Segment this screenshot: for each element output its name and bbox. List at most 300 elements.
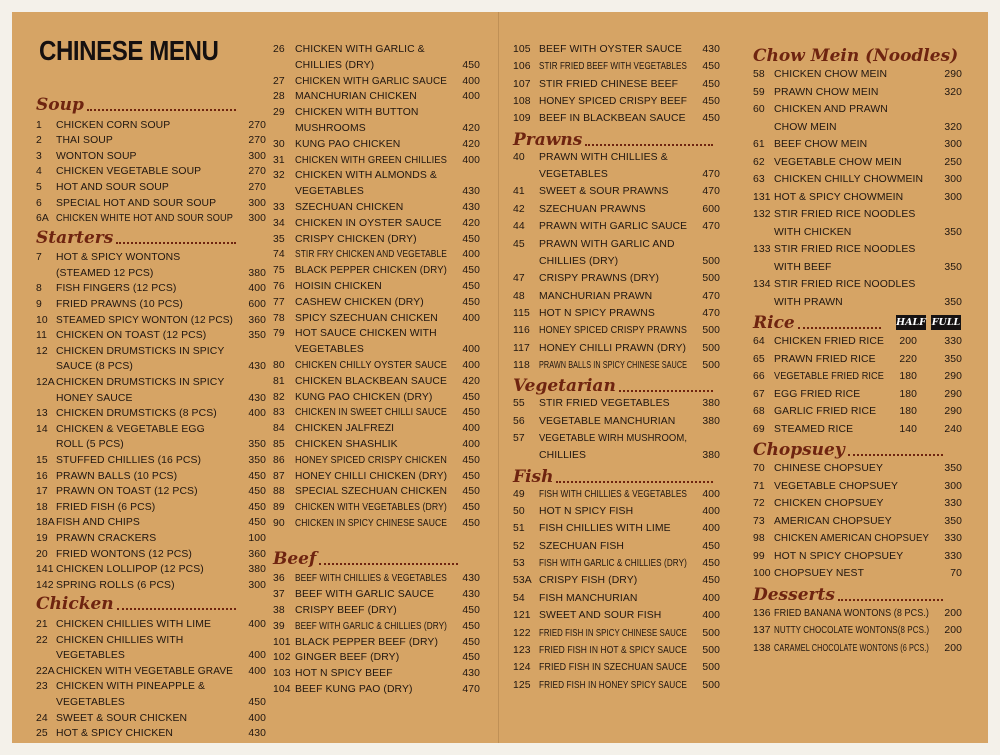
item-number: 121 [513,610,531,622]
menu-item-row [273,436,483,453]
item-number: 28 [273,91,285,103]
menu-item-row [36,117,266,134]
item-description: PRAWN WITH GARLIC AND [539,238,675,250]
item-description: SPICY SZECHUAN CHICKEN [295,312,438,324]
section-heading-text: Soup [36,95,84,115]
menu-item-row [273,152,483,169]
item-price: 450 [702,575,720,587]
menu-item-row [273,120,483,137]
item-price: 270 [248,135,266,147]
item-number: 76 [273,281,285,292]
menu-item-row [273,586,483,603]
item-description: CHICKEN WITH GARLIC & [295,44,425,55]
item-price: 600 [248,299,266,310]
item-description: WITH CHICKEN [774,226,852,238]
item-price: 420 [462,123,480,134]
item-price: 400 [702,488,720,500]
menu-item-row [273,665,483,682]
item-price: 450 [462,486,480,498]
item-description: VEGETABLE CHOW MEIN [774,156,902,168]
section-heading-rice [753,311,963,335]
item-price: 350 [944,226,962,238]
menu-item-row [36,265,266,282]
item-price: 420 [462,138,480,150]
menu-item-row [36,725,266,742]
item-price: 380 [248,564,266,576]
item-number: 42 [513,203,525,215]
item-description: SZECHUAN PRAWNS [539,203,646,215]
menu-item-row [273,570,483,587]
item-description: KUNG PAO CHICKEN (DRY) [295,391,433,403]
item-price: 500 [702,273,720,285]
menu-item-row [273,88,483,105]
item-price: 500 [702,359,720,371]
menu-item-row [513,520,721,537]
item-price: 450 [462,454,480,466]
item-description: CHICKEN WITH VEGETABLES (DRY) [295,502,447,514]
item-number: 90 [273,518,285,529]
menu-item-row [36,546,266,563]
item-number: 9 [36,299,42,310]
item-price-full: 290 [944,388,962,400]
item-number: 24 [36,712,48,724]
menu-item-row [273,499,483,516]
section-heading-text: Chow Mein (Noodles) [753,46,959,66]
item-price-half: 200 [899,336,917,347]
item-number: 107 [513,78,531,90]
menu-item-row [273,215,483,232]
menu-item-row [513,555,721,572]
item-number: 12 [36,345,48,357]
item-number: 4 [36,166,42,178]
menu-item-row [36,312,266,329]
item-price: 350 [248,455,266,466]
item-price: 350 [248,330,266,342]
item-description: HOT N SPICY BEEF [295,668,393,680]
item-number: 53 [513,558,525,570]
item-number: 50 [513,506,525,518]
item-price: 430 [702,44,720,55]
menu-item-row [753,386,963,403]
menu-item-row [36,210,266,227]
item-number: 48 [513,290,525,302]
item-price: 400 [462,91,480,103]
section-heading-dotted-rule [848,454,943,456]
item-price: 400 [462,423,480,435]
item-price: 430 [248,392,266,404]
item-description: HOT & SPICY CHOWMEIN [774,191,904,203]
menu-item-row [273,681,483,698]
item-number: 55 [513,398,525,410]
item-price: 400 [462,154,480,166]
item-price: 450 [462,281,480,292]
item-description: BEEF IN BLACKBEAN SAUCE [539,113,686,125]
item-price: 450 [702,558,720,570]
item-price: 420 [462,375,480,387]
menu-item-row [513,607,721,624]
item-price: 400 [462,312,480,324]
item-description: CHICKEN IN OYSTER SAUCE [295,217,442,229]
item-number: 3 [36,150,42,162]
item-number: 7 [36,252,42,264]
item-description: PRAWN BALLS (10 PCS) [56,470,178,482]
item-number: 133 [753,244,771,255]
item-description: FISH CHILLIES WITH LIME [539,523,671,535]
item-description: VEGETABLE MANCHURIAN [539,415,676,427]
menu-item-row [513,659,721,676]
menu-item-row [273,389,483,406]
item-number: 78 [273,312,285,324]
menu-item-row [36,195,266,212]
item-price: 450 [462,265,480,277]
item-number: 136 [753,607,771,619]
menu-item-row [36,616,266,633]
item-description: CHICKEN FRIED RICE [774,336,885,347]
menu-item-row [513,572,721,589]
menu-item-row [36,343,266,360]
item-description: BLACK PEPPER BEEF (DRY) [295,636,438,648]
item-description: VEGETABLES [56,696,125,708]
section-heading-beef [273,547,483,571]
item-number: 82 [273,391,285,403]
menu-item-row [273,41,483,58]
section-heading-dotted-rule [556,481,713,483]
item-description: PRAWN WITH CHILLIES & [539,151,668,163]
item-number: 72 [753,498,765,509]
item-number: 83 [273,407,285,419]
item-description: BEEF CHOW MEIN [774,139,868,150]
item-description: STIR FRIED RICE NOODLES [774,279,916,290]
item-description: PRAWN CHOW MEIN [774,86,879,98]
item-number: 142 [36,579,54,591]
section-heading-text: Chicken [36,594,114,615]
item-price: 500 [702,679,720,691]
menu-item-row [36,163,266,180]
item-price: 300 [248,150,266,162]
item-price: 500 [702,342,720,354]
menu-item-row [513,395,721,412]
menu-item-row [753,101,963,118]
item-price-full: 290 [944,371,962,382]
item-number: 131 [753,191,771,203]
item-price: 400 [462,75,480,87]
item-price-full: 350 [944,353,962,365]
item-description: CHICKEN CHOPSUEY [774,498,884,509]
item-description: HONEY SPICED CRISPY CHICKEN [295,454,447,466]
item-number: 57 [513,433,525,444]
item-number: 20 [36,548,48,560]
center-fold [498,12,499,743]
item-description: CHICKEN CHILLY OYSTER SAUCE [295,360,447,371]
item-price: 300 [944,191,962,203]
item-price: 350 [944,515,962,527]
menu-item-row [753,495,963,512]
item-description: CHICKEN WITH GARLIC SAUCE [295,75,447,87]
item-description: HONEY CHILLI CHICKEN (DRY) [295,470,448,482]
menu-item-row [513,41,721,58]
item-description: HOT AND SOUR SOUP [56,181,169,193]
item-number: 54 [513,592,525,604]
item-price: 450 [462,233,480,245]
item-description: STUFFED CHILLIES (16 PCS) [56,455,202,466]
item-price: 400 [462,249,480,261]
item-description: CHICKEN DRUMSTICKS (8 PCS) [56,408,217,420]
menu-item-row [513,677,721,694]
item-price: 320 [944,86,962,98]
menu-item-row [273,136,483,153]
section-heading-dotted-rule [798,327,881,329]
item-price: 500 [702,255,720,267]
item-description: WITH BEEF [774,261,832,273]
item-price: 400 [248,283,266,295]
item-description: BEEF WITH CHILLIES & VEGETABLES [295,573,447,585]
section-heading-dotted-rule [116,242,236,244]
menu-item-row [36,405,266,422]
item-price: 360 [248,314,266,326]
item-number: 40 [513,151,525,163]
item-number: 17 [36,486,48,498]
menu-item-row [273,310,483,327]
menu-item-row [273,325,483,342]
menu-item-row [273,602,483,619]
item-description: HONEY SPICED CRISPY BEEF [539,96,688,108]
item-price: 300 [248,213,266,225]
item-price: 420 [462,217,480,229]
item-number: 85 [273,439,285,450]
item-description: SWEET & SOUR CHICKEN [56,712,188,724]
item-price: 300 [944,139,962,150]
section-heading-text: Desserts [753,584,835,605]
item-description: WITH PRAWN [774,296,843,308]
menu-item-row [513,93,721,110]
menu-item-row [36,390,266,407]
item-description: CHICKEN DRUMSTICKS IN SPICY [56,377,225,388]
item-description: STEAMED SPICY WONTON (12 PCS) [56,314,233,326]
item-number: 81 [273,375,285,387]
item-description: CHICKEN ON TOAST (12 PCS) [56,330,207,342]
item-number: 53A [513,575,532,587]
item-description: CRISPY BEEF (DRY) [295,604,397,616]
item-description: CHICKEN CHOW MEIN [774,69,888,80]
item-description: CHICKEN CHILLY CHOWMEIN [774,174,924,185]
menu-item-row [513,486,721,503]
menu-item-row [273,73,483,90]
menu-item-row [753,351,963,368]
item-description: CHICKEN VEGETABLE SOUP [56,166,202,178]
item-price: 350 [944,261,962,273]
menu-item-row [513,58,721,75]
item-description: FRIED FISH IN SZECHUAN SAUCE [539,662,688,674]
menu-item-row [753,189,963,206]
item-price: 270 [248,119,266,131]
item-description: PRAWN CRACKERS [56,533,157,544]
menu-item-row [753,241,963,258]
item-description: HONEY SAUCE [56,392,133,404]
item-price: 380 [702,415,720,427]
item-description: STIR FRIED RICE NOODLES [774,209,916,220]
item-number: 137 [753,625,771,636]
item-description: VEGETABLE FRIED RICE [774,371,884,382]
menu-item-row [753,513,963,530]
item-price: 200 [944,642,962,654]
item-number: 109 [513,113,531,125]
menu-item-row [753,640,963,657]
section-heading-text: Starters [36,227,114,248]
item-price: 430 [462,668,480,680]
menu-item-row [273,634,483,651]
item-price: 470 [702,221,720,233]
item-description: HONEY SPICED CRISPY PRAWNS [539,325,687,337]
item-number: 66 [753,371,765,382]
item-number: 58 [753,69,765,80]
item-price: 400 [702,610,720,622]
item-description: CHICKEN BLACKBEAN SAUCE [295,375,447,387]
item-number: 132 [753,209,771,220]
item-price-half: 180 [899,406,917,417]
item-description: PRAWN BALLS IN SPICY CHINESE SAUCE [539,359,688,371]
item-description: BEEF WITH GARLIC & CHILLIES (DRY) [295,620,447,632]
menu-item-row [36,132,266,149]
item-number: 31 [273,154,285,166]
item-price: 400 [248,650,266,662]
item-description: HOT N SPICY PRAWNS [539,307,655,319]
item-number: 34 [273,217,285,229]
item-number: 23 [36,681,48,693]
item-number: 68 [753,406,765,417]
item-description: CRISPY FISH (DRY) [539,575,638,587]
item-number: 79 [273,328,285,340]
item-price: 400 [462,439,480,450]
item-description: CHILLIES (DRY) [539,255,619,267]
item-number: 41 [513,186,525,198]
menu-item-row [513,110,721,127]
item-description: ROLL (5 PCS) [56,439,124,451]
item-price: 450 [702,78,720,90]
menu-item-row [753,548,963,565]
item-number: 49 [513,488,525,500]
item-number: 116 [513,325,530,337]
menu-item-row [513,201,721,218]
item-price: 450 [248,501,266,513]
section-heading-text: Beef [273,548,317,569]
menu-item-row [273,483,483,500]
item-price: 350 [944,296,962,308]
menu-item-row [36,632,266,649]
item-description: CHICKEN CHILLIES WITH [56,634,184,646]
item-price: 450 [248,696,266,708]
menu-item-row [273,468,483,485]
item-description: FRIED FISH IN SPICY CHINESE SAUCE [539,627,687,639]
item-description: CHICKEN DRUMSTICKS IN SPICY [56,345,225,357]
item-price: 430 [462,573,480,585]
item-price-half: 220 [899,353,917,365]
menu-item-row [513,322,721,339]
item-number: 56 [513,415,525,427]
item-number: 80 [273,360,285,371]
item-description: CHINESE CHOPSUEY [774,463,883,474]
item-description: CHOW MEIN [774,121,837,133]
item-price-half: 180 [899,371,917,382]
item-description: CHICKEN CORN SOUP [56,119,171,131]
menu-item-row [273,452,483,469]
item-description: CHICKEN WITH PINEAPPLE & [56,681,206,693]
item-price-full: 290 [944,406,962,417]
item-description: VEGETABLE CHOPSUEY [774,480,899,492]
item-description: STIR FRIED BEEF WITH VEGETABLES [539,61,687,73]
item-price: 400 [462,360,480,371]
item-price: 430 [462,202,480,213]
item-price: 400 [702,523,720,535]
item-number: 86 [273,454,285,466]
item-number: 118 [513,359,530,371]
section-heading-dotted-rule [619,390,713,392]
item-number: 1 [36,119,42,131]
menu-item-row [513,270,721,287]
menu-item-row [273,618,483,635]
section-heading-text: Vegetarian [513,376,616,397]
menu-item-row [36,483,266,500]
item-number: 32 [273,170,285,182]
section-heading-starters [36,226,266,250]
menu-item-row [36,647,266,664]
item-price: 450 [248,470,266,482]
item-description: GARLIC FRIED RICE [774,406,877,417]
item-number: 77 [273,296,285,308]
item-price: 400 [702,592,720,604]
item-number: 102 [273,652,291,664]
menu-item-row [36,499,266,516]
item-description: CHILLIES [539,450,586,462]
menu-item-row [36,179,266,196]
item-price: 380 [702,398,720,410]
item-description: STIR FRIED CHINESE BEEF [539,78,679,90]
item-price: 380 [248,267,266,279]
menu-item-row [273,57,483,74]
menu-item-row [753,206,963,223]
item-price: 450 [702,113,720,125]
item-description: SPECIAL SZECHUAN CHICKEN [295,486,448,498]
menu-item-row [273,246,483,263]
menu-item-row [513,288,721,305]
item-number: 74 [273,249,285,261]
menu-item-row [273,341,483,358]
item-description: CHICKEN AND PRAWN [774,104,888,115]
item-number: 108 [513,96,531,108]
menu-item-row [513,430,721,447]
item-number: 11 [36,330,47,342]
item-description: STIR FRY CHICKEN AND VEGETABLE [295,249,447,261]
item-description: HOT & SPICY WONTONS [56,252,181,264]
item-number: 14 [36,423,48,435]
item-description: AMERICAN CHOPSUEY [774,515,892,527]
item-number: 87 [273,470,285,482]
menu-item-row [36,561,266,578]
menu-item-row [753,403,963,420]
item-description: FRIED PRAWNS (10 PCS) [56,299,183,310]
item-number: 125 [513,679,531,691]
item-description: BLACK PEPPER CHICKEN (DRY) [295,265,448,277]
menu-item-row [273,183,483,200]
item-description: HOISIN CHICKEN [295,281,382,292]
item-price: 470 [702,186,720,198]
item-number: 29 [273,107,285,119]
item-price: 450 [248,517,266,529]
menu-item-row [513,503,721,520]
item-price: 300 [944,174,962,185]
item-price: 270 [248,166,266,178]
menu-item-row [273,515,483,532]
item-number: 33 [273,202,285,213]
